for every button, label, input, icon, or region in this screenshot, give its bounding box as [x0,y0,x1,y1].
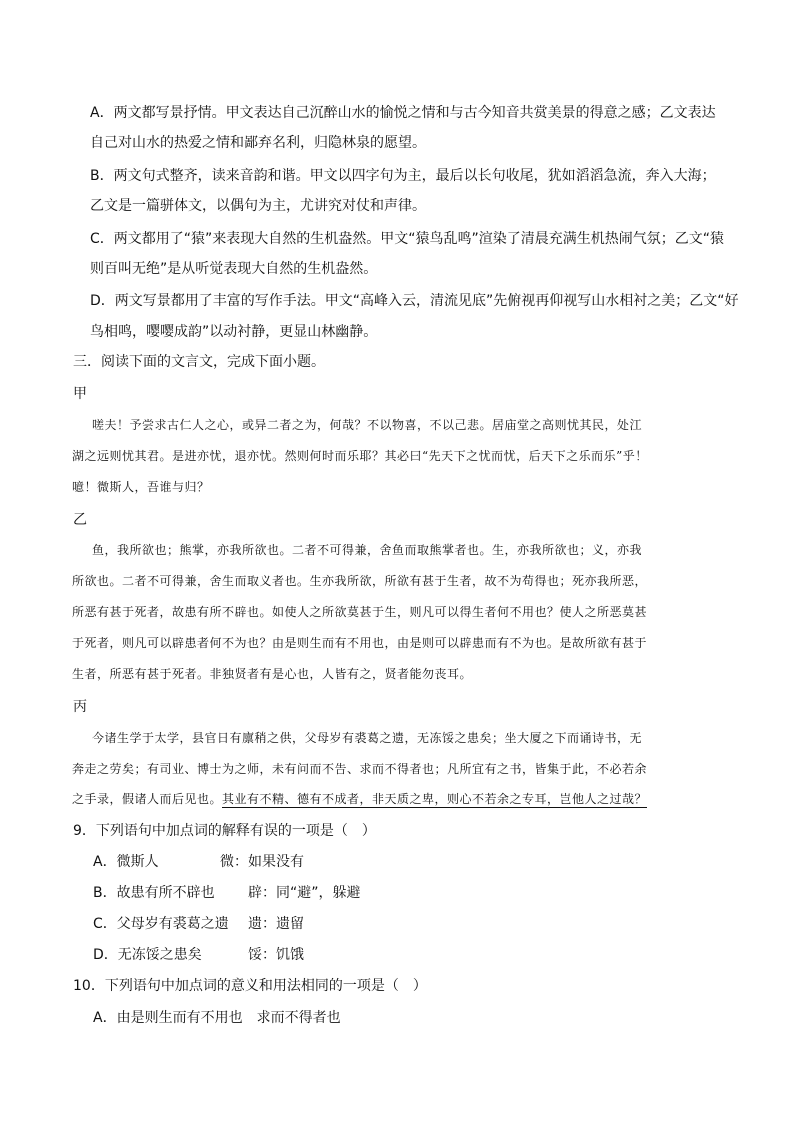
passage-yi-line-5: 生者，所恶有甚于死者。非独贤者有是心也，人皆有之，贤者能勿丧耳。 [72,667,473,681]
q10-option-a: A．由是则生而有不用也 求而不得者也 [93,1010,341,1026]
q9-option-a-term: A．微斯人 [93,854,159,870]
option-c-line-2: 则百叫无绝”是从听觉表现大自然的生机盎然。 [90,261,378,277]
passage-jia-line-2: 湖之远则忧其君。是进亦忧，退亦忧。然则何时而乐耶？其必曰“先天下之忧而忧，后天下之乐而乐”乎！ [72,449,648,463]
q9-option-c-def: 遗：遗留 [248,916,304,932]
passage-yi-label: 乙 [73,512,87,528]
passage-jia-line-1: 嗟夫！予尝求古仁人之心，或异二者之为，何哉？不以物喜，不以己悲。居庙堂之高则忧其民，处江 [92,418,643,432]
q9-option-b [93,883,361,903]
q9-option-b-def: 辟：同“避”，躲避 [248,885,361,901]
q9-stem: 9．下列语句中加点词的解释有误的一项是（ ） [73,823,376,839]
option-a-line-2: 自己对山水的热爱之情和鄙弃名利，归隐林泉的愿望。 [90,135,426,151]
option-c-line-1: C．两文都用了“猿”来表现大自然的生机盎然。甲文“猿鸟乱鸣”渲染了清晨充满生机热闹气氛；乙文“猿 [90,231,725,247]
q9-option-d [93,945,304,965]
passage-bing-line-2: 奔走之劳矣；有司业、博士为之师，未有问而不告、求而不得者也；凡所宜有之书，皆集于此，不必若余 [72,762,648,776]
passage-yi-line-4: 于死者，则凡可以辟患者何不为也？由是则生而有不用也，由是则可以辟患而有不为也。是故所欲有甚于 [72,636,648,650]
passage-jia-line-3: 噫！微斯人，吾谁与归？ [72,480,210,494]
option-b-line-2: 乙文是一篇骈体文，以偶句为主，尤讲究对仗和声律。 [90,198,426,214]
option-b-line-1: B．两文句式整齐，读来音韵和谐。甲文以四字句为主，最后以长句收尾，犹如滔滔急流，奔入大海； [90,168,716,184]
passage-jia-label: 甲 [73,386,87,402]
q10-stem: 10．下列语句中加点词的意义和用法相同的一项是（ ） [73,978,427,994]
section-heading: 三．阅读下面的文言文，完成下面小题。 [73,354,325,370]
passage-bing-line-3-text: 之手录，假诸人而后见也。 [72,792,223,806]
passage-bing-underlined-sentence: 其业有不精、德有不成者，非天质之卑，则心不若余之专耳，岂他人之过哉？ [222,792,648,806]
q9-option-a [93,852,304,872]
passage-yi-line-3: 所恶有甚于死者，故患有所不辟也。如使人之所欲莫甚于生，则凡可以得生者何不用也？使人之所恶莫甚 [72,605,648,619]
q9-option-d-term: D．无冻馁之患矣 [93,947,202,963]
q9-option-a-def: 微：如果没有 [220,854,304,870]
passage-bing-label: 丙 [73,699,87,715]
passage-bing-line-1: 今诸生学于太学，县官日有廪稍之供，父母岁有裘葛之遗，无冻馁之患矣；坐大厦之下而诵诗书，无 [92,731,643,745]
passage-yi-line-1: 鱼，我所欲也；熊掌，亦我所欲也。二者不可得兼，舍鱼而取熊掌者也。生，亦我所欲也；义，亦我 [92,543,643,557]
option-d-line-1: D．两文写景都用了丰富的写作手法。甲文“高峰入云，清流见底”先俯视再仰视写山水相衬之美；乙文“好 [90,293,739,309]
q9-option-b-term: B．故患有所不辟也 [93,885,215,901]
passage-bing-line-3 [72,790,647,808]
option-a-line-1: A．两文都写景抒情。甲文表达自己沉醉山水的愉悦之情和与古今知音共赏美景的得意之感；乙文表达 [90,105,716,121]
passage-yi-line-2: 所欲也。二者不可得兼，舍生而取义者也。生亦我所欲，所欲有甚于生者，故不为苟得也；死亦我所恶， [72,574,648,588]
option-d-line-2: 鸟相鸣，嘤嘤成韵”以动衬静，更显山林幽静。 [90,324,378,340]
q9-option-c-term: C．父母岁有裘葛之遗 [93,916,229,932]
q9-option-d-def: 馁：饥饿 [248,947,304,963]
q9-option-c [93,914,304,934]
